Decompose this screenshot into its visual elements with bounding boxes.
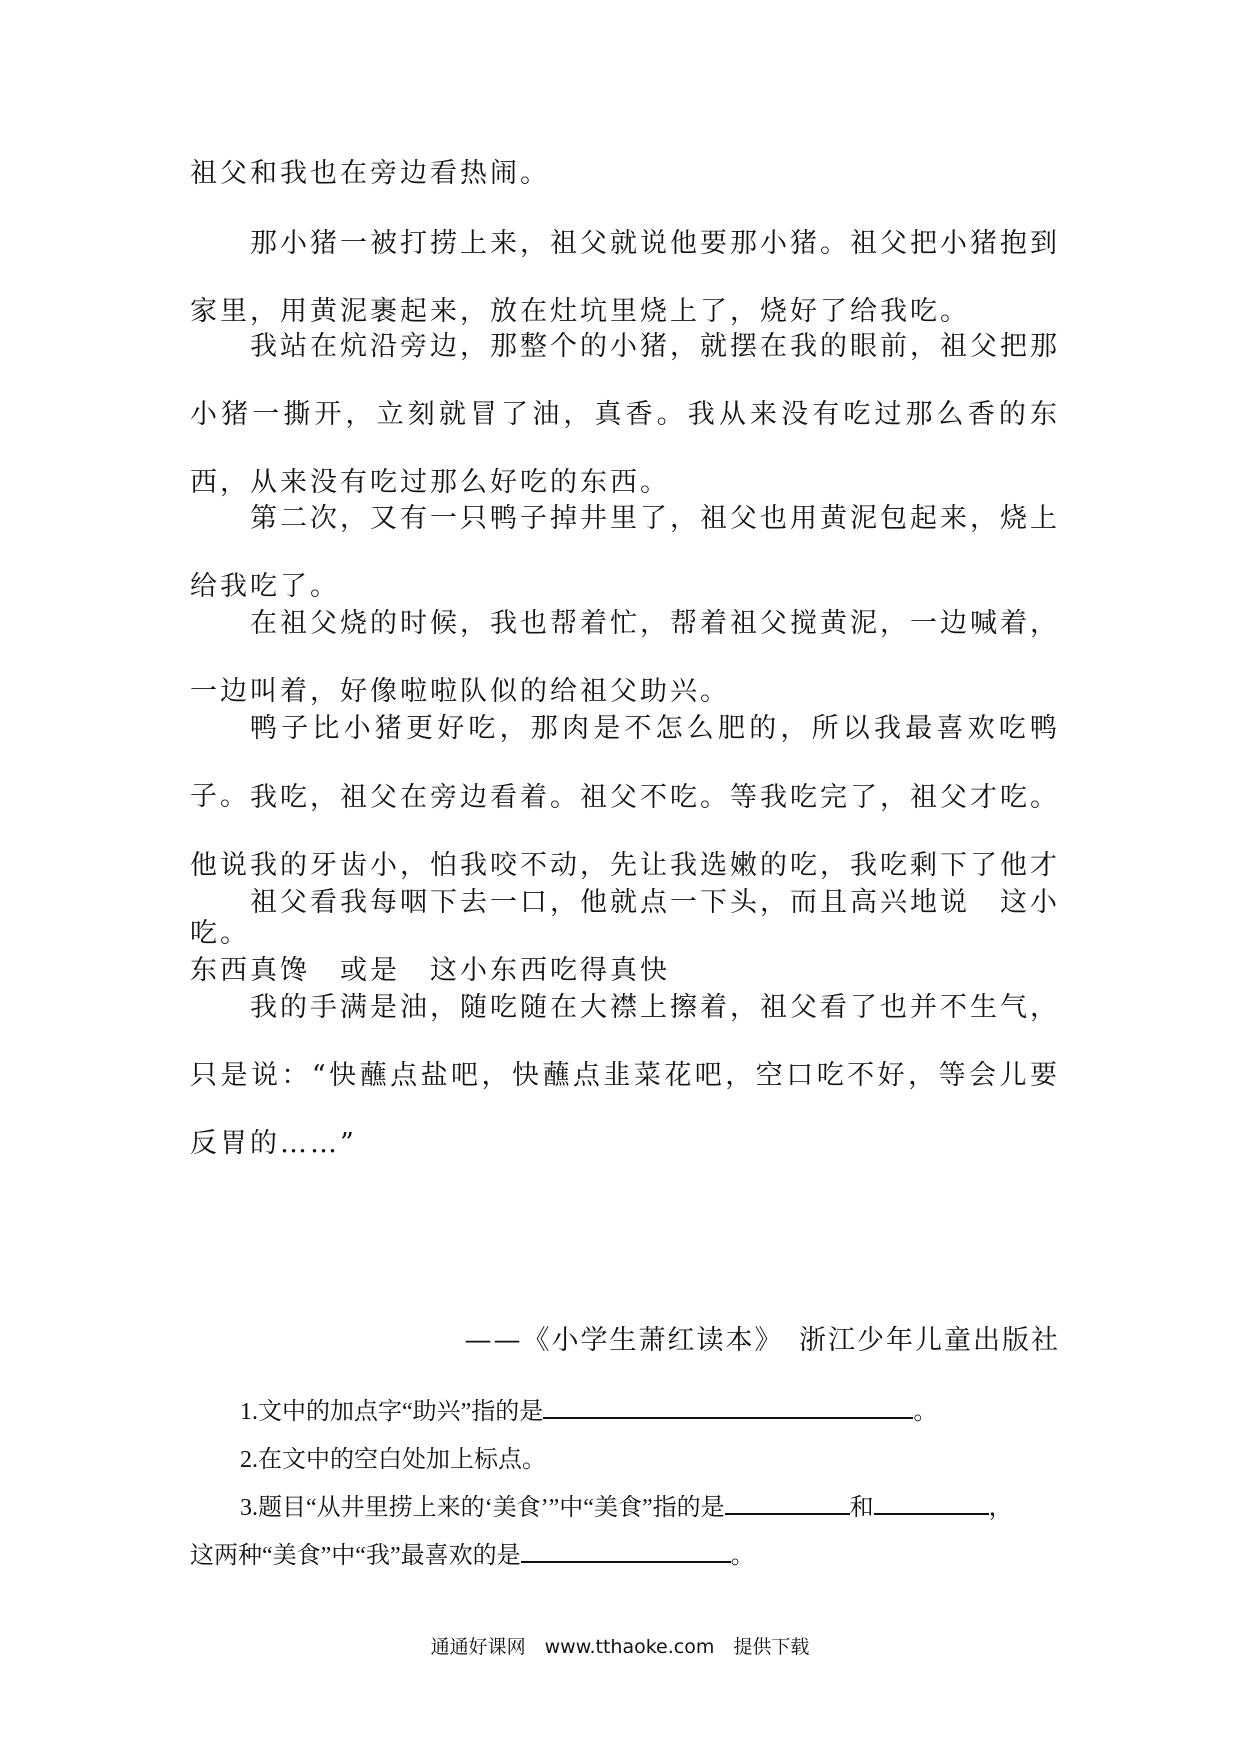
question-3-line2-text: 这两种“美食”中“我”最喜欢的是 [190, 1543, 521, 1569]
question-2-text: 2.在文中的空白处加上标点。 [240, 1447, 546, 1473]
question-3-blank-2[interactable] [874, 1487, 989, 1515]
question-3-blank-3[interactable] [521, 1535, 731, 1563]
page-footer: 通通好课网 www.tthaoke.com 提供下载 [430, 1636, 810, 1658]
question-1-end: 。 [913, 1399, 938, 1425]
source-citation: ——《小学生萧红读本》 浙江少年儿童出版社 [464, 1325, 1060, 1356]
passage-paragraph-8: 祖父看我每咽下去一口，他就点一下头，而且高兴地说 这小东西真馋 或是 这小东西吃得真快 [190, 887, 1060, 986]
passage-paragraph-3: 我站在炕沿旁边，那整个的小猪，就摆在我的眼前，祖父把那小猪一撕开，立刻就冒了油，真香。我从来没有吃过那么香的东西，从来没有吃过那么好吃的东西。 [190, 331, 1060, 498]
question-1-text: 1.文中的加点字“助兴”指的是 [240, 1399, 544, 1425]
question-3-blank-1[interactable] [725, 1487, 850, 1515]
passage-paragraph-6: 鸭子比小猪更好吃，那肉是不怎么肥的，所以我最喜欢吃鸭子。 [190, 713, 1060, 812]
question-3-and: 和 [849, 1495, 874, 1521]
passage-paragraph-7: 我吃，祖父在旁边看着。祖父不吃。等我吃完了，祖父才吃。他说我的牙齿小，怕我咬不动，先让我选嫩的吃，我吃剩下了他才吃。 [190, 782, 1060, 949]
question-3-comma: ， [988, 1495, 1013, 1521]
passage-paragraph-4: 第二次，又有一只鸭子掉井里了，祖父也用黄泥包起来，烧上给我吃了。 [190, 503, 1060, 602]
question-3-end: 。 [730, 1543, 755, 1569]
question-3-line-2 [190, 1526, 1070, 1586]
passage-paragraph-1: 祖父和我也在旁边看热闹。 [190, 158, 550, 189]
passage-paragraph-9: 我的手满是油，随吃随在大襟上擦着，祖父看了也并不生气，只是说：“快蘸点盐吧，快蘸点韭菜花吧，空口吃不好，等会儿要反胃的……” [190, 992, 1060, 1159]
passage-paragraph-5: 在祖父烧的时候，我也帮着忙，帮着祖父搅黄泥，一边喊着，一边叫着，好像啦啦队似的给祖父助兴。 [190, 608, 1060, 707]
question-3-text: 3.题目“从井里捞上来的‘美食’”中“美食”指的是 [240, 1495, 725, 1521]
passage-paragraph-2: 那小猪一被打捞上来，祖父就说他要那小猪。祖父把小猪抱到家里，用黄泥裹起来，放在灶坑里烧上了，烧好了给我吃。 [190, 228, 1060, 327]
question-1-answer-blank[interactable] [543, 1391, 913, 1419]
